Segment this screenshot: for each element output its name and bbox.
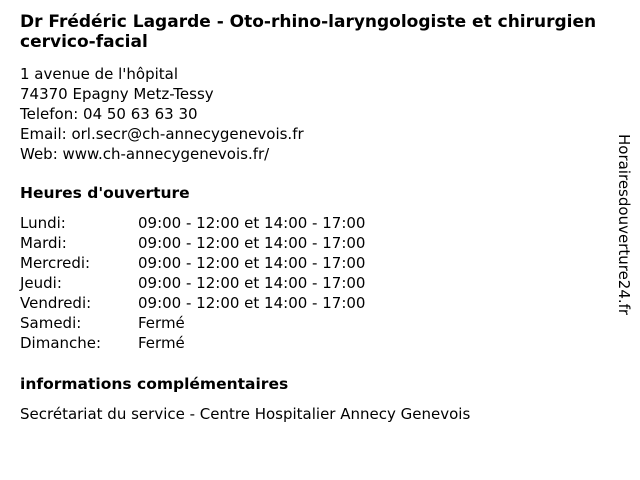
- day-hours: 09:00 - 12:00 et 14:00 - 17:00: [138, 234, 366, 252]
- day-label: Jeudi:: [20, 274, 62, 292]
- day-label: Lundi:: [20, 214, 66, 232]
- day-hours: 09:00 - 12:00 et 14:00 - 17:00: [138, 254, 366, 272]
- day-hours: 09:00 - 12:00 et 14:00 - 17:00: [138, 274, 366, 292]
- opening-hours-heading: Heures d'ouverture: [20, 184, 190, 202]
- day-hours: 09:00 - 12:00 et 14:00 - 17:00: [138, 214, 366, 232]
- opening-hours-table: [20, 213, 365, 353]
- day-label: Mardi:: [20, 234, 67, 252]
- day-label: Vendredi:: [20, 294, 92, 312]
- website-address: Web: www.ch-annecygenevois.fr/: [20, 145, 270, 163]
- day-hours: Fermé: [138, 334, 185, 352]
- hours-row-tuesday: [20, 233, 365, 253]
- hours-row-wednesday: [20, 253, 365, 273]
- day-hours: 09:00 - 12:00 et 14:00 - 17:00: [138, 294, 366, 312]
- address-street: 1 avenue de l'hôpital: [20, 65, 179, 83]
- hours-row-sunday: [20, 333, 365, 353]
- contact-block: [20, 64, 304, 164]
- day-label: Samedi:: [20, 314, 82, 332]
- day-hours: Fermé: [138, 314, 185, 332]
- additional-info-heading: informations complémentaires: [20, 375, 289, 393]
- page-title: Dr Frédéric Lagarde - Oto-rhino-laryngologiste et chirurgien cervico-facial: [20, 12, 597, 52]
- additional-info-text: Secrétariat du service - Centre Hospitalier Annecy Genevois: [20, 405, 471, 423]
- day-label: Mercredi:: [20, 254, 91, 272]
- email-address: Email: orl.secr@ch-annecygenevois.fr: [20, 125, 304, 143]
- address-city: 74370 Epagny Metz-Tessy: [20, 85, 214, 103]
- hours-row-friday: [20, 293, 365, 313]
- hours-row-thursday: [20, 273, 365, 293]
- phone-number: Telefon: 04 50 63 63 30: [20, 105, 198, 123]
- hours-row-saturday: [20, 313, 365, 333]
- hours-row-monday: [20, 213, 365, 233]
- day-label: Dimanche:: [20, 334, 102, 352]
- site-watermark: Horairesdouverture24.fr: [615, 134, 633, 316]
